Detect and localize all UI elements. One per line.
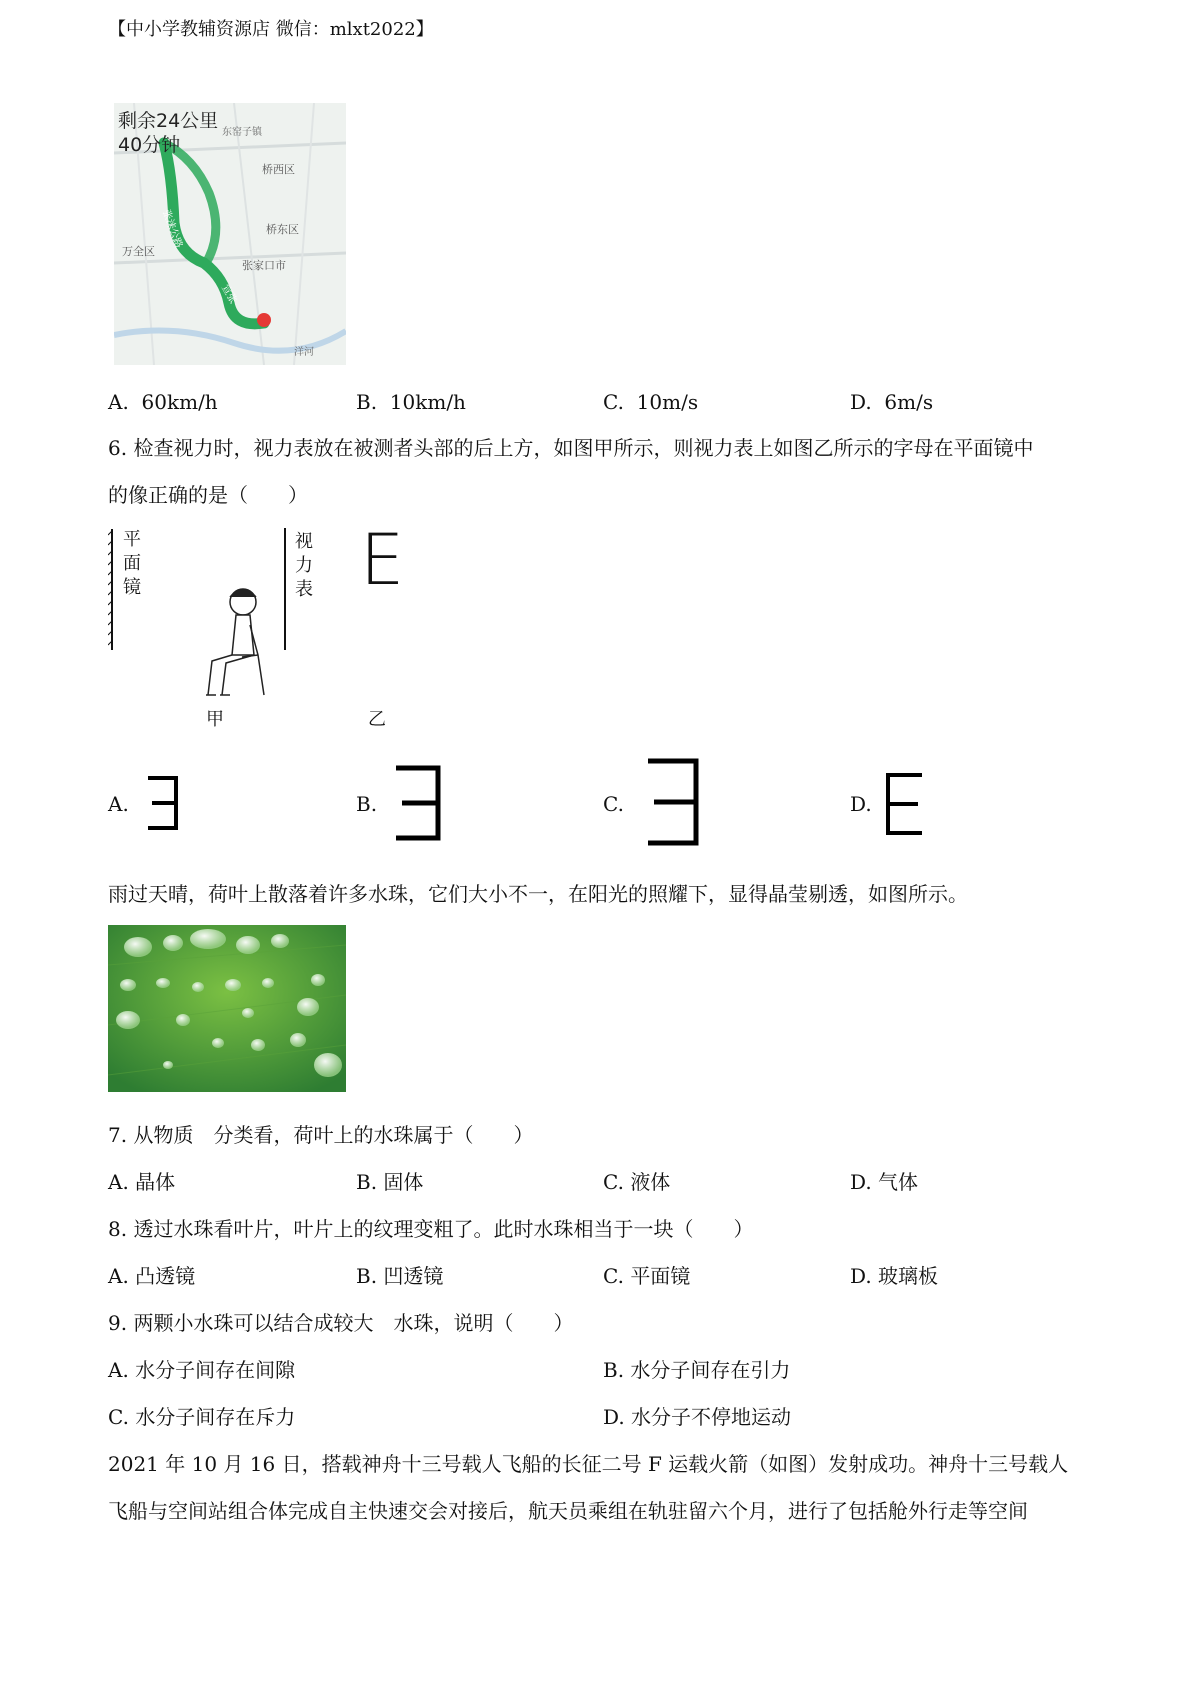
passage-shenzhou-line1: 2021 年 10 月 16 日，搭载神舟十三号载人飞船的长征二号 F 运载火箭（如图）发射成功。神舟十三号载人 [108,1452,1069,1476]
remaining-time-text: 40分钟 [118,134,181,156]
q8-option-d: D. 玻璃板 [850,1264,939,1288]
q8-option-c: C. 平面镜 [603,1264,691,1288]
map-label-qiaoxi: 桥西区 [262,163,295,176]
reversed-e-small-icon [146,775,180,831]
q5-option-a: A. 60km/h [108,390,218,414]
q5-option-c: C. 10m/s [603,390,699,414]
q9-option-c: C. 水分子间存在斥力 [108,1405,296,1429]
remaining-distance-text: 剩余24公里 [118,110,219,132]
q9-stem: 9. 两颗小水珠可以结合成较大 水珠，说明（ ） [108,1311,574,1335]
normal-e-icon [884,772,926,836]
seated-person-icon [206,589,264,695]
navigation-map-figure [114,103,346,365]
header-watermark: 【中小学教辅资源店 微信：mlxt2022】 [108,19,434,40]
eye-chart-line [284,528,286,650]
reversed-e-large-icon [646,757,702,847]
caption-yi: 乙 [368,709,386,730]
q7-option-d: D. 气体 [850,1170,919,1194]
map-label-dongyaozi: 东窑子镇 [222,127,262,138]
map-label-zhangjiakou: 张家口市 [242,259,286,272]
q5-option-d: D. 6m/s [850,390,934,414]
route-label-2: 宣张 [219,283,239,306]
q6-option-a-label: A. [108,792,129,816]
q6-option-b-label: B. [356,792,378,816]
q6-option-c-label: C. [603,792,624,816]
destination-pin [257,313,271,327]
q6-stem-line2: 的像正确的是（ ） [108,483,308,507]
lotus-leaf-image [108,925,346,1092]
map-label-yanghe: 洋河 [294,347,314,358]
q9-option-b: B. 水分子间存在引力 [603,1358,791,1382]
q7-stem: 7. 从物质 分类看，荷叶上的水珠属于（ ） [108,1123,534,1147]
q8-option-a: A. 凸透镜 [108,1264,196,1288]
route-label-1: 张涞公路 [159,208,184,250]
water-drops-photo [108,925,346,1092]
caption-jia: 甲 [206,709,224,730]
q6-option-d-label: D. [850,792,872,816]
q8-option-b: B. 凹透镜 [356,1264,444,1288]
map-label-qiaodong: 桥东区 [266,223,299,236]
q7-option-a: A. 晶体 [108,1170,176,1194]
reversed-e-medium-icon [394,765,444,841]
passage-water-drops: 雨过天晴，荷叶上散落着许多水珠，它们大小不一，在阳光的照耀下，显得晶莹剔透，如图所示。 [108,882,968,906]
q6-stem-line1: 6. 检查视力时，视力表放在被测者头部的后上方，如图甲所示，则视力表上如图乙所示的字母在平面镜中 [108,436,1034,460]
q7-option-c: C. 液体 [603,1170,671,1194]
mirror-label: 平面镜 [123,529,141,598]
q5-option-b: B. 10km/h [356,390,466,414]
q8-stem: 8. 透过水珠看叶片，叶片上的纹理变粗了。此时水珠相当于一块（ ） [108,1217,754,1241]
q9-option-d: D. 水分子不停地运动 [603,1405,792,1429]
map-label-wanquan: 万全区 [122,245,155,258]
q9-option-a: A. 水分子间存在间隙 [108,1358,296,1382]
passage-shenzhou-line2: 飞船与空间站组合体完成自主快速交会对接后，航天员乘组在轨驻留六个月，进行了包括舱外行走等空间 [108,1499,1028,1523]
eye-chart-label: 视力表 [295,531,313,600]
q7-option-b: B. 固体 [356,1170,424,1194]
letter-e-figure: E [360,519,405,601]
